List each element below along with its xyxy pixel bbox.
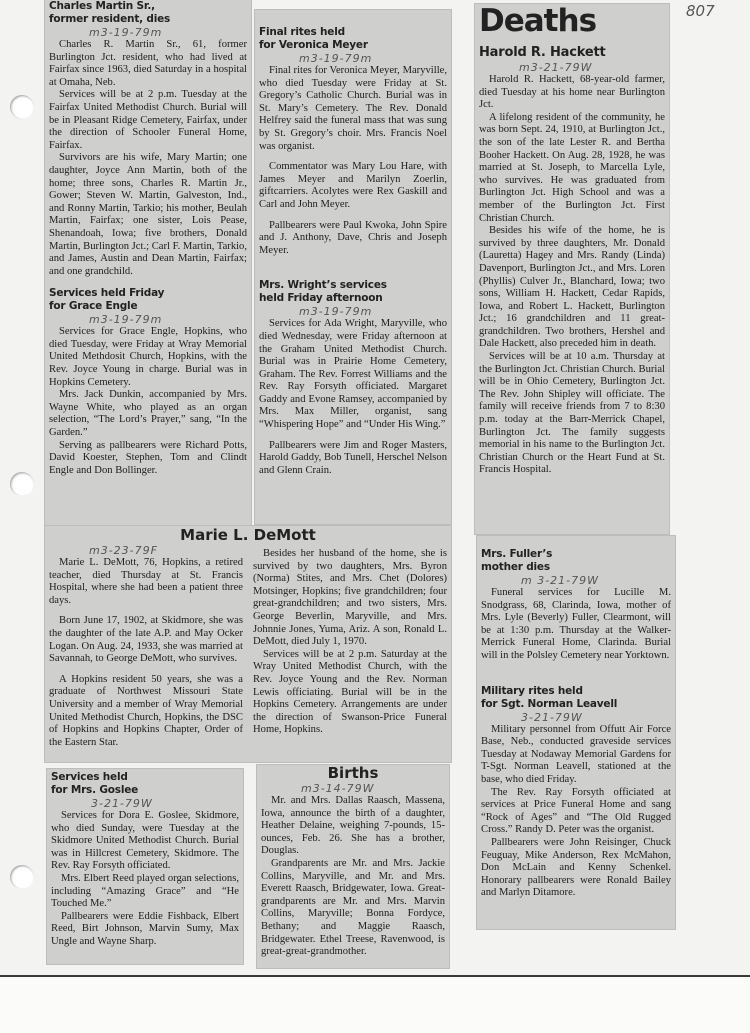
date-note: m3-19-79m xyxy=(299,305,373,319)
headline-wright: Mrs. Wright’s services held Friday afternoon xyxy=(259,279,387,305)
headline-martin: Charles Martin Sr., former resident, dies xyxy=(49,0,171,25)
headline-fuller: Mrs. Fuller’s mother dies xyxy=(481,548,553,573)
date-note: m3-19-79m xyxy=(89,313,163,327)
paragraph: Pallbearers were Jim and Roger Masters, Harold Gaddy, Bob Tunell, Herschel Nelson and Glenn Crain. xyxy=(259,439,447,476)
headline-engle: Services held Friday for Grace Engle xyxy=(49,287,165,313)
paragraph: Charles R. Martin Sr., 61, former Burlington Jct. resident, who had lived at Fairfax since 1963, died Saturday in a hospital at Omaha, Neb. xyxy=(49,39,247,88)
clipping-goslee xyxy=(47,769,243,964)
clipping-meyer-wright xyxy=(255,10,451,524)
clipping-births xyxy=(257,765,449,968)
date-note: m3-19-79m xyxy=(299,52,373,65)
binder-hole xyxy=(10,95,34,119)
paragraph: Pallbearers were John Reisinger, Chuck Feuguay, Mike Anderson, Rex McMahon, Don McLain and Kenny Schenkel. Honorary pallbearers were Ronald Bailey and Marlyn Ditamore. xyxy=(481,836,671,899)
page-number: 807 xyxy=(686,2,715,20)
date-note: m3-14-79W xyxy=(301,782,375,795)
paragraph: Besides his wife of the home, he is survived by three daughters, Mr. Donald (Lauretta) Hagey and Mrs. Randy (Linda) Davenport, Burlington Jct., and Mrs. Loren (Phyllis) Culver Jr., Blanchard, Iowa; two sons, William H. Hackett, Cedar Rapids, Iowa, and Robert L. Hackett, Burlington Jct.; 16 grandchildren and 11 great-grandchildren. Two brothers, Hershel and Dale Hackett, also preceded him in death. xyxy=(479,225,665,350)
paragraph: Mrs. Jack Dunkin, accompanied by Mrs. Wayne White, who played as an organ selection, “The Lord’s Prayer,” sang, “In the Garden.” xyxy=(49,389,247,439)
paragraph: Serving as pallbearers were Richard Potts, David Koester, Stephen, Tom and Clindt Engle and Don Bollinger. xyxy=(49,439,247,476)
paragraph: Commentator was Mary Lou Hare, with James Meyer and Marilyn Zoerlin, giftcarriers. Acolytes were Rex Gaskill and Carl and John Meyer. xyxy=(259,161,447,210)
paragraph: Mrs. Elbert Reed played organ selections, including “Amazing Grace” and “He Touched Me.” xyxy=(51,872,239,910)
headline-demott: Marie L. DeMott xyxy=(180,526,316,544)
paragraph: Marie L. DeMott, 76, Hopkins, a retired teacher, died Thursday at St. Francis Hospital, where she had been a patient three days. xyxy=(49,557,243,606)
headline-leavell: Military rites held for Sgt. Norman Leavell xyxy=(481,684,618,710)
paragraph: Survivors are his wife, Mary Martin; one daughter, Joyce Ann Martin, both of the home; three sons, Charles R. Martin Jr., Gower; Steven W. Martin, Galveston, Ind., and Ronny Martin, Tarkio; his mother, Beulah Martin, Fairfax; one sister, Lois Pease, Shenandoah, Iowa; five brothers, Donald Martin, Burlington Jct.; Carl F. Martin, Tarkio, and James, Austin and Dean Martin, Fairfax; and one grandchild. xyxy=(49,152,248,277)
paragraph: Grandparents are Mr. and Mrs. Jackie Collins, Maryville, and Mr. and Mrs. Everett Raasch, Bridgewater, Iowa. Great-grandparents are Mr. and Mrs. Marvin Collins, Maryville; Bonna Fordyce, Bethany; and Maggie Raasch, Bridgewater. Ethel Treese, Ravenwood, is great-great-grandmother. xyxy=(261,857,445,958)
paragraph: A lifelong resident of the community, he was born Sept. 24, 1910, at Burlington Jct., the son of the late Lester R. and Bertha Booher Hackett. On Aug. 28, 1928, he was married at St. Joseph, to Marcella Lyle, who survives. He was graduated from Burlington Jct. High School and was a member of the Burlington Jct. First Christian Church. xyxy=(479,111,665,224)
headline-hackett: Harold R. Hackett xyxy=(479,45,606,60)
headline-goslee: Services held for Mrs. Goslee xyxy=(51,771,139,796)
paragraph: Harold R. Hackett, 68-year-old farmer, died Tuesday at his home near Burlington Jct. xyxy=(479,74,665,111)
date-note: m3-19-79m xyxy=(89,26,163,39)
paragraph: A Hopkins resident 50 years, she was a graduate of Northwest Missouri State University and a member of Wray Memorial United Methodist Church, Hopkins, the DSC of Hopkins and Hopkins Chapter, Order of the Eastern Star. xyxy=(49,673,243,748)
paragraph: Funeral services for Lucille M. Snodgrass, 68, Clarinda, Iowa, mother of Mrs. Lyle (Beverly) Fuller, Clearmont, will be at 1:30 p.m. Thursday at the Walker-Merrick Funeral Home, Clarinda. Burial will in the Polsley Cemetery near Yorktown. xyxy=(481,587,671,661)
clipping-demott xyxy=(45,526,451,762)
date-note: m3-21-79W xyxy=(519,61,593,74)
clipping-fuller-leavell xyxy=(477,536,675,929)
binder-hole xyxy=(10,472,34,496)
paragraph: Services for Dora E. Goslee, Skidmore, who died Sunday, were Tuesday at the Skidmore United Methodist Church. Burial was in Hillcrest Cemetery, Skidmore. The Rev. Ray Forsyth officiated. xyxy=(51,810,239,872)
paragraph: The Rev. Ray Forsyth officiated at services at Price Funeral Home and sang “Rock of Ages” and “The Old Rugged Cross.” Randy D. Peter was the organist. xyxy=(481,786,671,836)
paragraph: Mr. and Mrs. Dallas Raasch, Massena, Iowa, announce the birth of a daughter, Heather Delaine, weighing 7-pounds, 15-ounces, Feb. 26. She has a brother, Douglas. xyxy=(261,795,445,857)
paragraph: Services will be at 2 p.m. Saturday at the Wray United Methodist Church, with the Rev. Joyce Young and the Rev. Norman Lewis officiating. Burial will be in the Hopkins Cemetery. Arrangements are under the direction of Swanson-Price Funeral Home, Hopkins. xyxy=(253,648,447,736)
paragraph: Services for Ada Wright, Maryville, who died Wednesday, were Friday afternoon at the Graham United Methodist Church. Burial was in Prairie Home Cemetery, Graham. The Rev. Forrest Williams and the Rev. Ray Forsyth officiated. Margaret Gaddy and Evone Ramsey, accompanied by Mrs. Max Miller, organist, sang “Whispering Hope” and “Under His Wing.” xyxy=(259,318,447,431)
paragraph: Services for Grace Engle, Hopkins, who died Tuesday, were Friday at Wray Memorial United Methdosit Church, Hopkins, with the Rev. Joyce Young in charge. Burial was in Hopkins Cemetery. xyxy=(49,326,247,388)
paragraph: Military personnel from Offutt Air Force Base, Neb., conducted graveside services Tuesday at Nodaway Memorial Gardens for T-Sgt. Norman Leavell, stationed at the base, who died Friday. xyxy=(481,723,671,785)
paragraph: Services will be at 10 a.m. Thursday at the Burlington Jct. Christian Church. Burial will be in Ohio Cemetery, Burlington Jct. The Rev. John Shipley will officiate. The family will receive friends from 7 to 8:30 p.m. today at the Barr-Merrick Chapel, Burlington Jct. The family suggests memorial in his name to the Burlington Jct. Christian Church or the Heart Fund at St. Francis Hospital. xyxy=(479,351,665,476)
headline-meyer: Final rites held for Veronica Meyer xyxy=(259,26,368,51)
date-note: 3-21-79W xyxy=(91,797,153,810)
clipping-hackett xyxy=(475,4,669,534)
date-note: m 3-21-79W xyxy=(521,574,600,587)
paragraph: Born June 17, 1902, at Skidmore, she was the daughter of the late A.P. and May Ocker Logan. On Aug. 24, 1933, she was married at Savannah, to George DeMott, who survives. xyxy=(49,615,243,665)
paragraph: Final rites for Veronica Meyer, Maryville, who died Tuesday were Friday at St. Gregory’s Catholic Church. Burial was in St. Mary’s Cemetery. The Rev. Donald Helfrey said the funeral mass that was sung by St. Gregory’s choir. Mrs. Francis Noel was organist. xyxy=(259,65,447,152)
paragraph: Pallbearers were Eddie Fishback, Elbert Reed, Birt Johnson, Marvin Sumy, Max Ungle and Wayne Sharp. xyxy=(51,910,239,947)
date-note: m3-23-79F xyxy=(89,544,158,557)
binder-hole xyxy=(10,865,34,889)
paragraph: Services will be at 2 p.m. Tuesday at the Fairfax United Methodist Church. Burial will be in Pleasant Ridge Cemetery, Fairfax, under the direction of Schooler Funeral Home, Fairfax. xyxy=(49,89,247,151)
headline-births: Births xyxy=(327,765,379,782)
date-note: 3-21-79W xyxy=(521,710,583,724)
clipping-martin-engle xyxy=(45,0,251,525)
paragraph: Pallbearers were Paul Kwoka, John Spire and J. Anthony, Dave, Chris and Joseph Meyer. xyxy=(259,219,447,256)
section-title-deaths: Deaths xyxy=(479,4,597,39)
paragraph: Besides her husband of the home, she is survived by two daughters, Mrs. Byron (Norma) Stites, and Mrs. Chet (Dolores) Motsinger, Hopkins; five grandchildren; four great-grandchildren; and two sisters, Mrs. George Beverlin, Maryville, and Mrs. Johnnie Jones, Yuma, Ariz. A son, Ronald L. DeMott, died July 1, 1970. xyxy=(253,548,447,648)
